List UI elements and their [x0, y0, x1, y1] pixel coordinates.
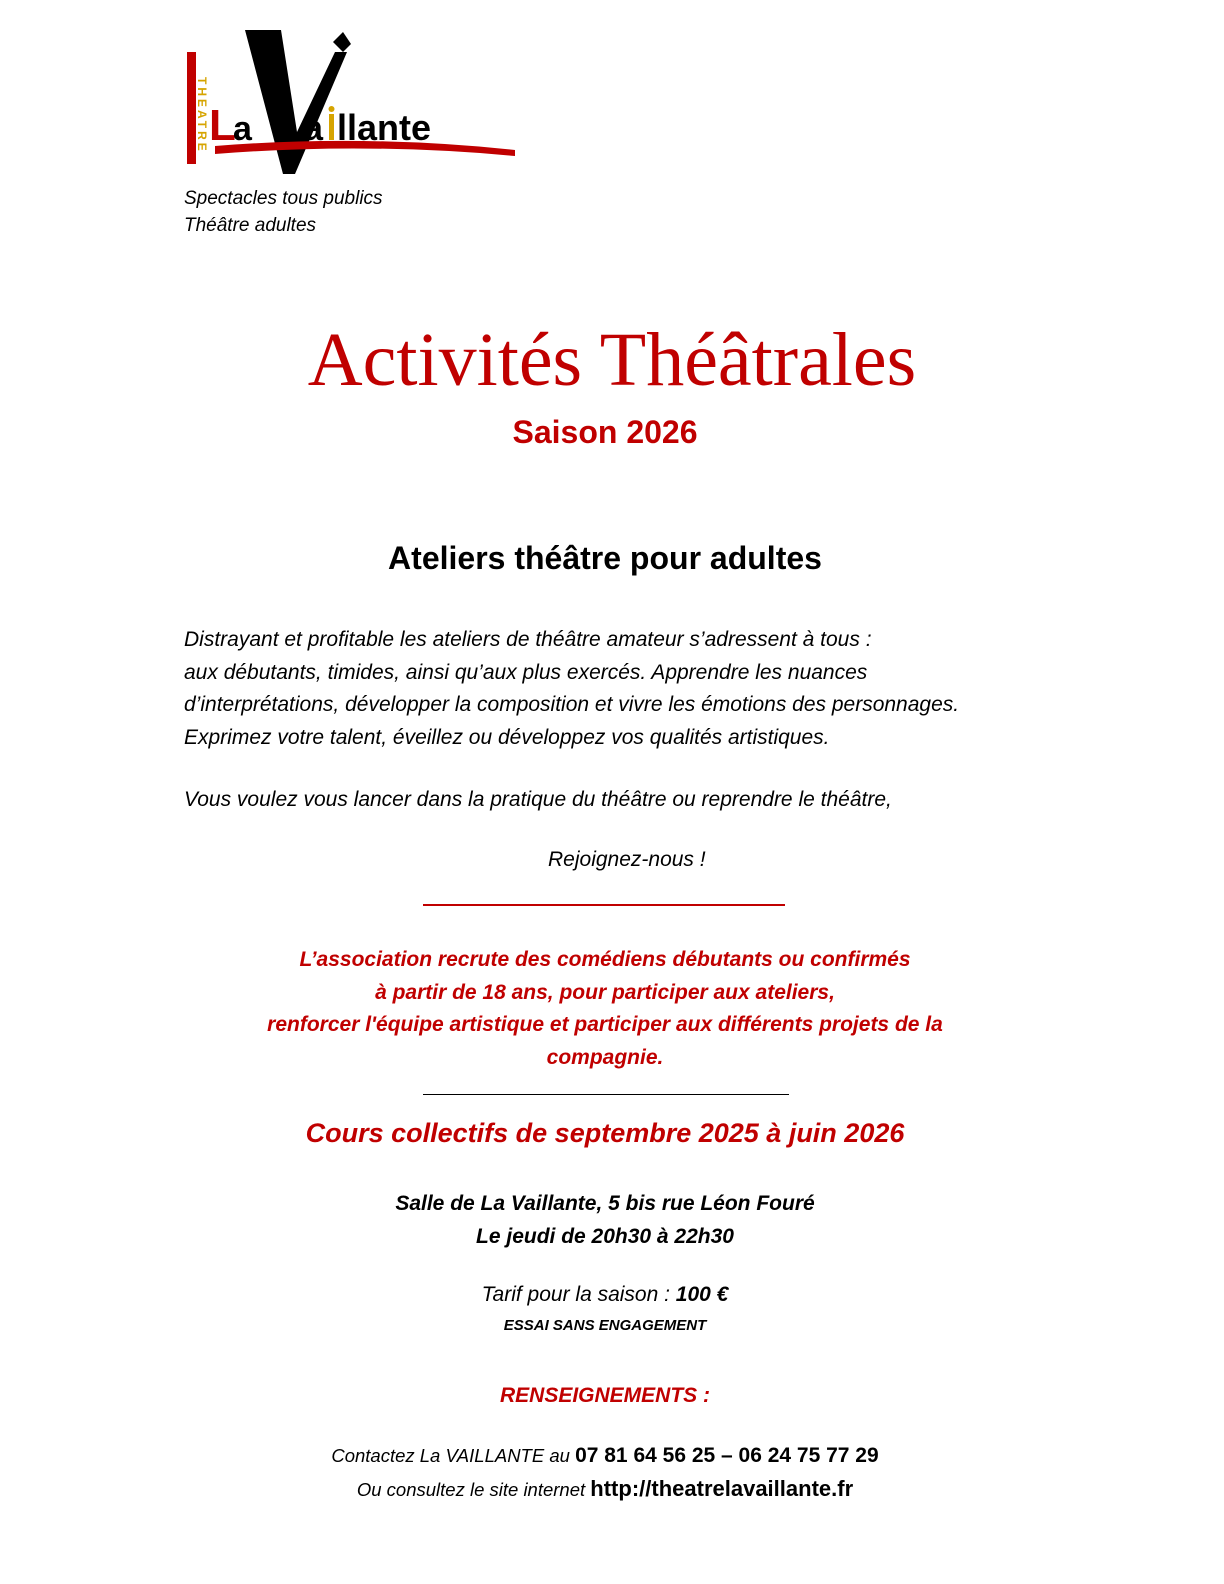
svg-text:L: L [209, 101, 236, 150]
website-prefix: Ou consultez le site internet [356, 1479, 591, 1500]
recruit-line: renforcer l'équipe artistique et participer aux différents projets de la [267, 1013, 943, 1036]
info-heading: RENSEIGNEMENTS : [499, 1384, 711, 1407]
venue-address: Salle de La Vaillante, 5 bis rue Léon Fouré [395, 1192, 815, 1215]
tagline-line-1: Spectacles tous publics [184, 188, 383, 209]
intro-line: d’interprétations, développer la composition et vivre les émotions des personnages. [184, 693, 960, 716]
svg-text:a: a [233, 110, 252, 148]
intro-line: Exprimez votre talent, éveillez ou développez vos qualités artistiques. [184, 725, 830, 749]
intro-paragraph [184, 624, 1084, 754]
contact-middle: au [544, 1445, 576, 1466]
season-subtitle: Saison 2026 [512, 414, 698, 450]
section-heading: Ateliers théâtre pour adultes [388, 540, 822, 576]
svg-text:THEATRE: THEATRE [195, 77, 209, 154]
divider-black [423, 1094, 789, 1095]
intro-line: aux débutants, timides, ainsi qu’aux plus exercés. Apprendre les nuances [184, 660, 868, 684]
tagline-line-2: Théâtre adultes [184, 215, 317, 236]
venue-schedule: Le jeudi de 20h30 à 22h30 [476, 1224, 734, 1248]
logo [185, 22, 520, 182]
contact-line [0, 1444, 1210, 1468]
contact-prefix: Contactez [331, 1445, 420, 1466]
divider-red [423, 904, 785, 906]
join-text: Rejoignez-nous ! [548, 848, 706, 871]
page-title: Activités Théâtrales [307, 318, 917, 402]
website-line [0, 1476, 1210, 1502]
recruit-line: L’association recrute des comédiens débutants ou confirmés [299, 948, 911, 971]
recruit-line: à partir de 18 ans, pour participer aux ateliers, [375, 980, 835, 1004]
invite-text: Vous voulez vous lancer dans la pratique du théâtre ou reprendre le théâtre, [184, 788, 892, 811]
price-value: 100 € [675, 1283, 729, 1306]
intro-line: Distrayant et profitable les ateliers de théâtre amateur s’adressent à tous : [184, 628, 872, 651]
courses-dates: Cours collectifs de septembre 2025 à juin 2026 [305, 1118, 905, 1148]
venue-info [0, 1188, 1210, 1253]
trial-note: ESSAI SANS ENGAGEMENT [503, 1317, 707, 1334]
recruit-line: compagnie. [546, 1045, 664, 1069]
recruit-notice [200, 944, 1010, 1074]
phone-numbers[interactable]: 07 81 64 56 25 – 06 24 75 77 29 [575, 1444, 879, 1467]
svg-text:llante: llante [337, 107, 432, 148]
price-label: Tarif pour la saison : [481, 1283, 676, 1306]
contact-name: La VAILLANTE [419, 1445, 545, 1466]
svg-text:a: a [303, 107, 324, 148]
website-link[interactable]: http://theatrelavaillante.fr [590, 1476, 854, 1501]
price-line [0, 1283, 1210, 1307]
